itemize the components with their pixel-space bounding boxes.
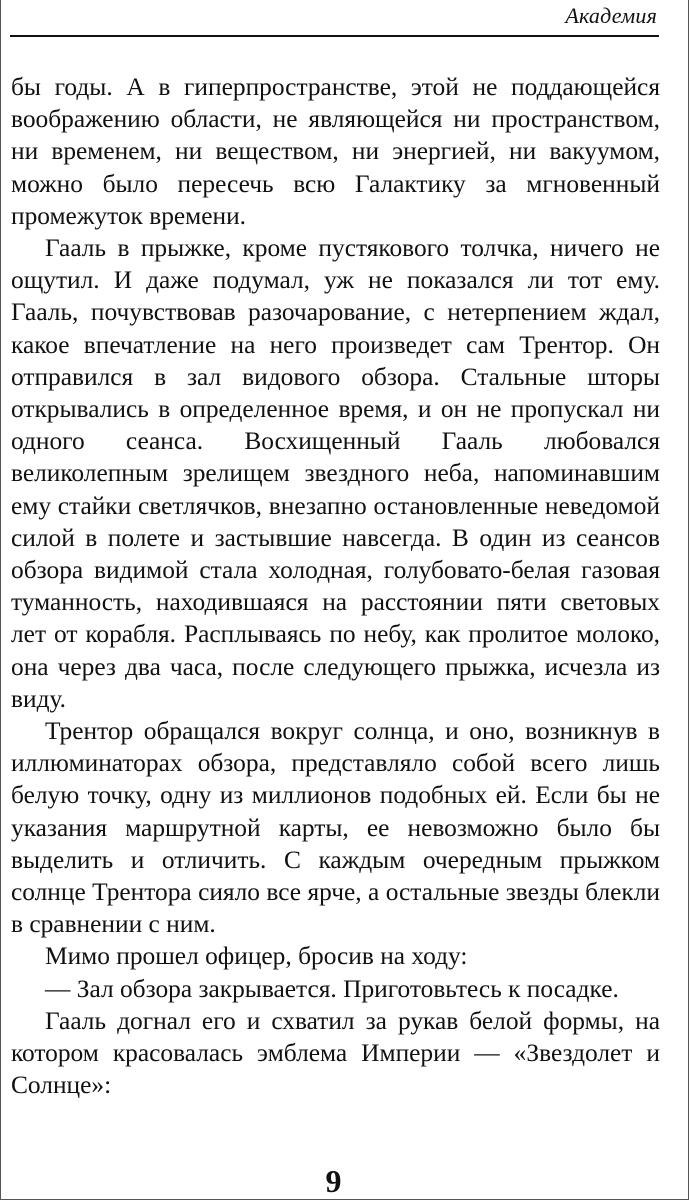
header-rule bbox=[10, 35, 659, 37]
paragraph-5: — Зал обзора закрывается. Приготовьтесь к посадке. bbox=[45, 974, 619, 1003]
paragraph-1: бы годы. А в гиперпространстве, этой не поддающейся воображению области, не являющейся ни пространством, ни временем, ни веществом, ни энергией, ни вакуумом, можно было пересечь всю Галактику за мгновенный промежуток времени. bbox=[11, 73, 660, 230]
paragraph-2: Гааль в прыжке, кроме пустякового толчка, ничего не ощутил. И даже подумал, уж не показался ли тот ему. Гааль, почувствовав разочарование, с нетерпением ждал, какое впечатление на него произведет сам Трентор. Он отправился в зал видового обзора. Стальные шторы открывались в определенное время, и он не пропускал ни одного сеанса. Восхищенный Гааль любовался великолепным зрелищем звездного неба, напоминавшим ему стайки светлячков, внезапно остановленные неведомой силой в полете и застывшие навсегда. В один из сеансов обзора видимой стала холодная, голубовато-белая газовая туманность, находившаяся на расстоянии пяти световых лет от корабля. Расплываясь по небу, как пролитое молоко, она через два часа, после следующего прыжка, исчезла из виду. bbox=[11, 234, 660, 713]
paragraph-4: Мимо прошел офицер, бросив на ходу: bbox=[45, 942, 468, 971]
page-number: 9 bbox=[325, 1163, 342, 1199]
running-head: Академия bbox=[565, 3, 657, 28]
paragraph-6: Гааль догнал его и схватил за рукав белой формы, на котором красовалась эмблема Империи — «Звездолет и Солнце»: bbox=[11, 1006, 660, 1100]
body-text bbox=[11, 71, 660, 1102]
paragraph-3: Трентор обращался вокруг солнца, и оно, возникнув в иллюминаторах обзора, представляло собой всего лишь белую точку, одну из миллионов подобных ей. Если бы не указания маршрутной карты, ее невозможно было бы выделить и отличить. С каждым очередным прыжком солнце Трентора сияло все ярче, а остальные звезды блекли в сравнении с ним. bbox=[11, 717, 660, 939]
